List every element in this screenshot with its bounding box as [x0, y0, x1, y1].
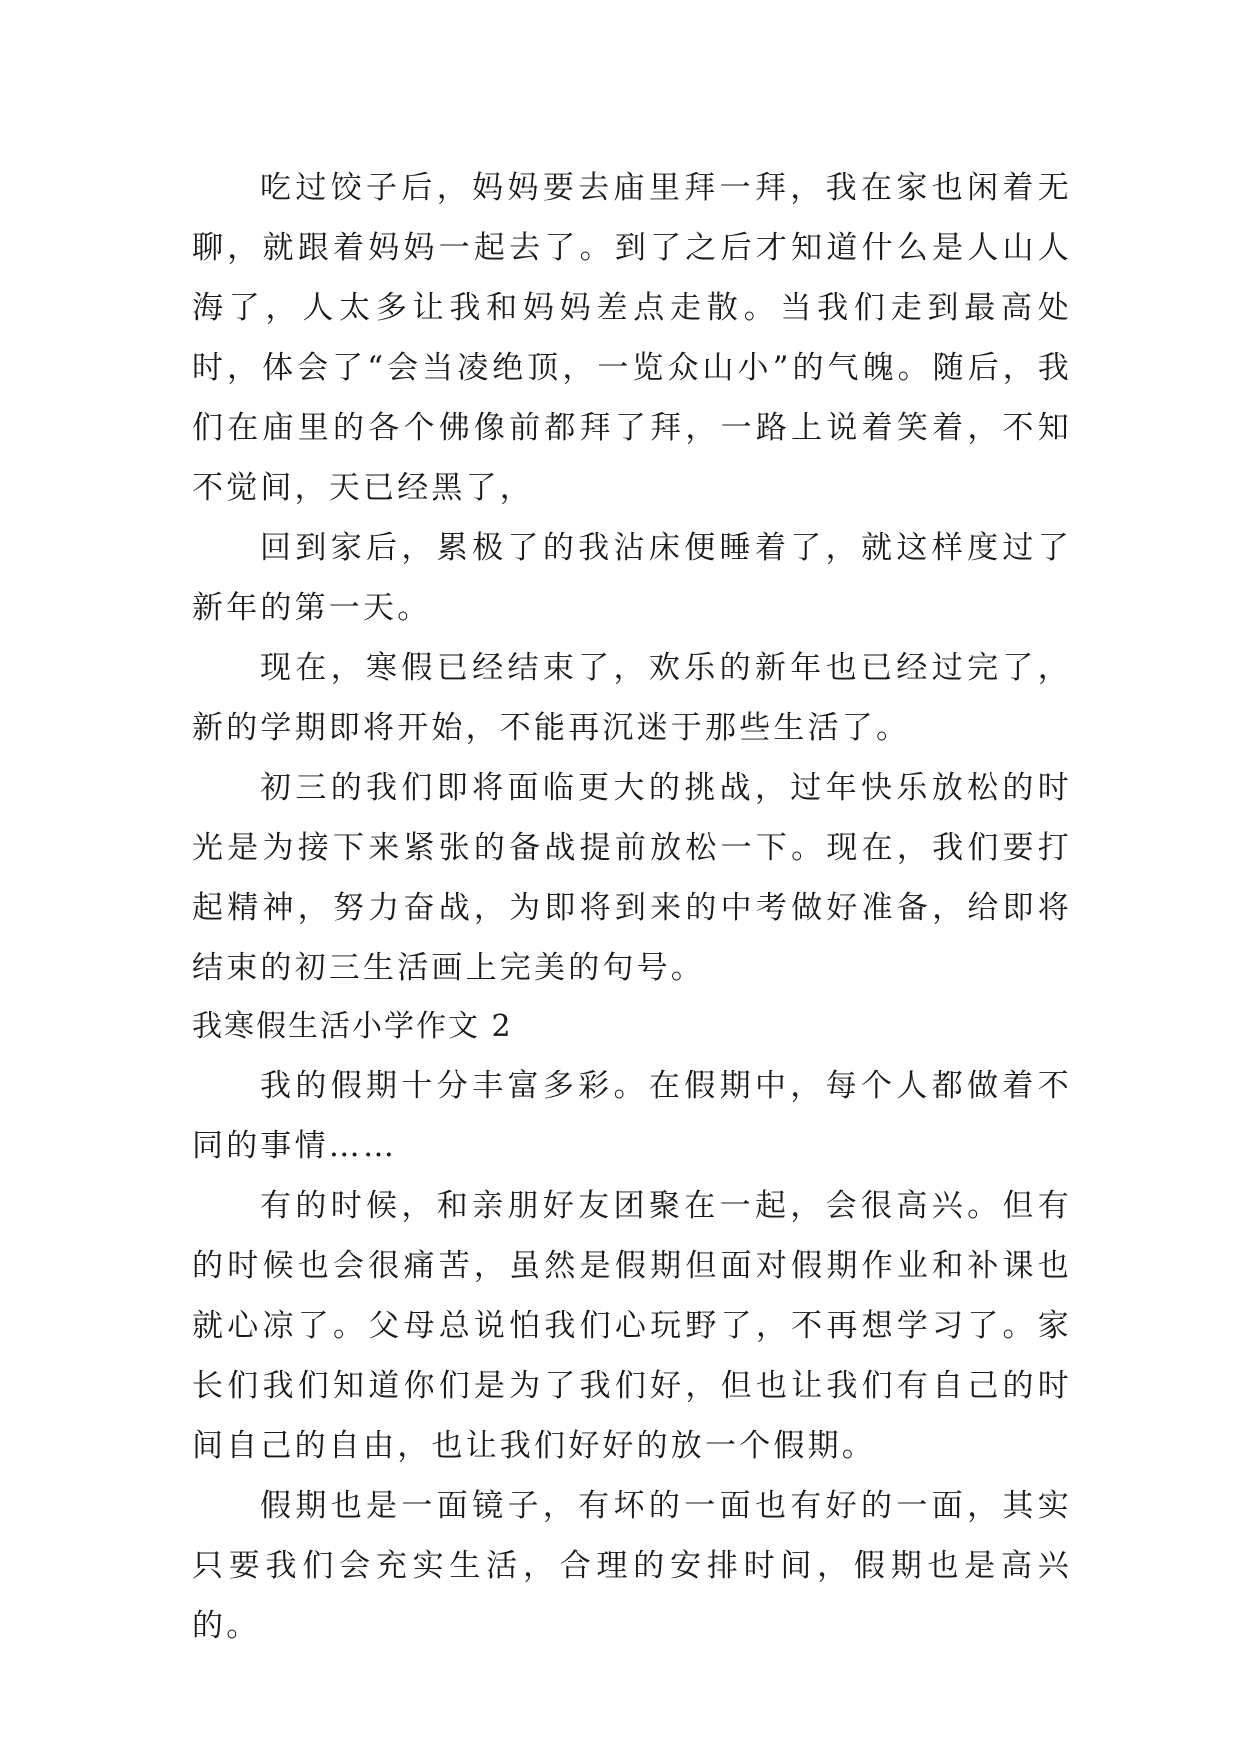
paragraph: 回到家后，累极了的我沾床便睡着了，就这样度过了新年的第一天。 [192, 530, 1072, 626]
section-heading: 我寒假生活小学作文 2 [192, 1009, 513, 1044]
document-body [192, 158, 1072, 1656]
paragraph: 初三的我们即将面临更大的挑战，过年快乐放松的时光是为接下来紧张的备战提前放松一下。现在，我们要打起精神，努力奋战，为即将到来的中考做好准备，给即将结束的初三生活画上完美的句号。 [192, 770, 1072, 986]
paragraph: 现在，寒假已经结束了，欢乐的新年也已经过完了，新的学期即将开始，不能再沉迷于那些生活了。 [192, 650, 1072, 746]
paragraph: 我的假期十分丰富多彩。在假期中，每个人都做着不同的事情…… [192, 1068, 1072, 1164]
paragraph: 假期也是一面镜子，有坏的一面也有好的一面，其实只要我们会充实生活，合理的安排时间，假期也是高兴的。 [192, 1488, 1072, 1644]
paragraph: 有的时候，和亲朋好友团聚在一起，会很高兴。但有的时候也会很痛苦，虽然是假期但面对假期作业和补课也就心凉了。父母总说怕我们心玩野了，不再想学习了。家长们我们知道你们是为了我们好，但也让我们有自己的时间自己的自由，也让我们好好的放一个假期。 [192, 1188, 1072, 1464]
paragraph: 吃过饺子后，妈妈要去庙里拜一拜，我在家也闲着无聊，就跟着妈妈一起去了。到了之后才知道什么是人山人海了，人太多让我和妈妈差点走散。当我们走到最高处时，体会了“会当凌绝顶，一览众山小”的气魄。随后，我们在庙里的各个佛像前都拜了拜，一路上说着笑着，不知不觉间，天已经黑了， [192, 170, 1072, 506]
